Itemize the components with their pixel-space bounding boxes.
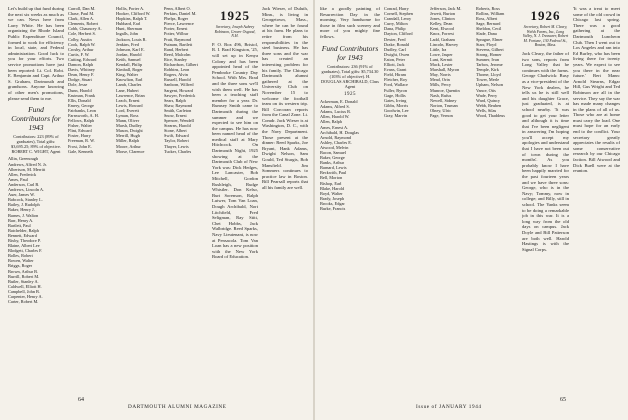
contributor-name: Mason, Dwight: [116, 128, 143, 134]
contributor-name: Gage, Hollis: [384, 92, 406, 98]
contributor-name: Taylor, Robert: [164, 138, 189, 144]
right-col-5: [522, 6, 569, 252]
contributor-name: Stone, Albert: [164, 128, 187, 134]
contributor-name: Robbins, Leon: [164, 67, 190, 73]
contributor-name: Blake, Harold: [320, 185, 345, 191]
right-page: [320, 6, 620, 410]
contributor-name: Brady, Joseph: [320, 195, 345, 201]
contributor-name: Newell, Sidney: [430, 97, 457, 103]
contributor-name: Arnold, Raymond: [320, 134, 352, 140]
contributor-name: Dwight, Owen: [384, 51, 410, 57]
contributor-name: Rogers, Alvin: [164, 72, 188, 78]
contributor-name: Crandall, Leroy: [384, 16, 412, 22]
contributor-name: Russell, Harold: [164, 77, 191, 83]
contributor-name: Frost, John E.: [68, 143, 92, 149]
contributor-name: Ford, Wallace: [384, 82, 408, 88]
right-col-3: [430, 6, 472, 118]
contributor-name: Dayton, Clifford: [384, 31, 413, 37]
contributor-name: Webb, Reuben: [476, 102, 502, 108]
contributor-name: Strong, Homer: [476, 51, 502, 57]
contributor-name: Lowe, Jasper: [430, 51, 453, 57]
contributor-name: Sargent, Howard: [164, 87, 194, 93]
contributor-name: Cole, Herbert S.: [68, 31, 96, 37]
contributor-name: Lyman, Ross: [116, 112, 139, 118]
contributor-name: King, Walter: [116, 72, 139, 78]
contributor-name: Goodwin, Lee: [384, 107, 409, 113]
left-col-1: [8, 6, 64, 304]
contributor-name: Banks, Arthur: [320, 160, 345, 166]
contributor-name: Sears, Ralph: [164, 97, 186, 103]
page-gutter: [313, 0, 315, 420]
right-page-number: 65: [560, 397, 566, 403]
contributor-name: Batchelder, Ralph: [8, 227, 39, 233]
contributor-name: Dodge, Stuart: [68, 77, 92, 83]
contributor-name: Clark, Allen A.: [68, 16, 95, 22]
contributor-name: Ackerman, E. Donald: [320, 99, 358, 105]
contributor-name: Smith, Carleton: [164, 107, 192, 113]
contributor-name: Bolles, Robert: [8, 253, 33, 259]
contributor-name: Ames, Paul: [8, 176, 28, 182]
contributor-name: Sawyer, Frederick: [164, 92, 196, 98]
contributor-name: Anderson, Carl B.: [8, 181, 40, 187]
contributor-name: Adams, Alfred S.: [320, 104, 350, 110]
contributor-name: Tower, Merle: [476, 77, 500, 83]
contributor-name: Bixby, Theodore P.: [8, 237, 41, 243]
right-col-4: [476, 6, 518, 118]
contributor-name: Bishop, Earl: [320, 180, 342, 186]
contributor-name: Brooks, Edgar: [320, 200, 345, 206]
contributor-name: Sprague, Elmer: [476, 36, 503, 42]
left-col2-names: [68, 6, 112, 154]
contributor-name: Swift, Edward: [164, 133, 189, 139]
contributor-name: Olney, Ulric: [430, 107, 452, 113]
contributor-name: Johnson, Karl E.: [116, 46, 145, 52]
contributor-name: Bacon, Samuel: [320, 149, 347, 155]
contributor-name: Sage, Bernard: [476, 21, 501, 27]
secretary-1926: Secretary, Robert M. Cleary, Welsh Farms, Inc., Long Valley, N. J. Treasurer, Robert M. Fortune, 130 Federal St., Boston, Mass.: [522, 25, 569, 48]
right-fund-sub: Contributors: 236 (91% of graduates), Total gifts: $5,734.30 (103% of objective). H. DOUGLAS ARCHIBALD, Class Agent: [321, 63, 379, 89]
contributor-name: Burrill, Robert M.: [8, 273, 40, 279]
contributor-name: Fuller, Byron: [384, 87, 407, 93]
left-col-2: [68, 6, 112, 154]
contributor-name: Burke, Francis: [320, 206, 346, 211]
contributor-name: Morse, Clarence: [116, 148, 145, 154]
contributor-name: Lunt, Kermit: [430, 56, 453, 62]
contributor-name: Putnam, Bartlett: [164, 41, 193, 47]
contributor-name: Dana, Philip: [384, 26, 406, 32]
contributor-name: Tucker, Charles: [164, 148, 192, 154]
contributor-name: Jefferson, Jack M.: [430, 6, 462, 11]
contributor-name: Elliott, Jack: [384, 62, 405, 68]
contributor-name: Merrill, Hugh: [116, 133, 140, 139]
contributor-name: Kendall, Philip: [116, 62, 143, 68]
contributor-name: Rice, Stanley: [164, 56, 187, 62]
contributor-name: Knox, Forrest: [430, 31, 454, 37]
left-col5-text: P. O. Box 496, Bristol, R. I. Brad Kingston, '25, will set up in Kenya Colony and has been appointed head of the Pembroke Country Day School. With Mrs. Brad and the three sons we'll wish them well. He has been a teaching staff member for a year. Dr. Rumsey Smith came to Dartmouth during the summer and we expected to see him on the campus. He has now been named head of the medical staff at Mary Hitchcock. On Dartmouth Night, 1925 showing at the Dartmouth Club of New York was: Dick Hedges, Lee Lancaster, Bob Mitchell, Gordon Rushleigh, Rudge Whistler. Don Kelso, Burt Sorenson, Ralph Lutwer, Tom Van Loan, Dough Archibald, Nort Litchfield, Fred Seligman, Ray Stitt, Chet Hobbs, Jack Walbridge. Reed Sparks, Navy Lieutenant, is now at Pensacola. Tom Van Loan has a new position with the New York Board of Education.: [212, 41, 258, 260]
contributor-name: Ross, Albert: [476, 16, 498, 22]
contributor-name: Barnard, Lewis: [320, 165, 347, 171]
contributor-name: Hubbard, Earl: [116, 21, 141, 27]
class-year-1925: 1925: [220, 8, 250, 23]
contributor-name: Boyd, Walter: [320, 190, 343, 196]
contributor-name: Gates, Irving: [384, 97, 407, 103]
left-fund-sub: Contributors: 223 (89% of graduates), Total gifts: $3,695.25; 89% of objective. ROBERT C. WIGHT, Agent: [11, 134, 61, 155]
contributor-name: Lamb, Charles: [116, 82, 142, 88]
contributor-name: Mead, Orin: [430, 77, 450, 83]
contributor-name: Foster, Harry: [68, 133, 91, 139]
contributor-name: Miller, Ralph: [116, 138, 139, 144]
contributor-name: Leach, Ernest: [116, 97, 140, 103]
contributor-name: Rand, Herbert: [164, 46, 189, 52]
contributor-name: Dean, Henry F.: [68, 72, 95, 78]
right-col1-names: [320, 99, 380, 211]
contributor-name: Cobb, Chauncey A.: [68, 26, 102, 32]
contributor-name: Pratt, Raymond: [164, 36, 191, 42]
left-fund-heading: Fund Contributors for 1943: [11, 105, 61, 133]
contributor-name: Babcock, Stanley L.: [8, 197, 43, 203]
contributor-name: Wade, Perry: [476, 92, 498, 98]
contributor-name: Thayer, Lewis: [164, 143, 189, 149]
contributor-name: Bartlett, Paul: [8, 222, 31, 228]
contributor-name: Little, Ira: [430, 46, 447, 52]
left-col4-names: [164, 6, 208, 154]
contributor-name: Gray, Marvin: [384, 112, 408, 118]
contributor-name: Wells, Silas: [476, 107, 497, 113]
contributor-name: Conrad, Harry: [384, 6, 409, 11]
contributor-name: Munroe, Quentin: [430, 87, 460, 93]
right-col-2: [384, 6, 426, 118]
contributor-name: Page, Vernon: [430, 112, 453, 118]
contributor-name: Archibald, H. Douglas: [320, 129, 359, 135]
contributor-name: Ladd, Graham: [430, 36, 455, 42]
contributor-name: Lord, Everett: [116, 107, 139, 113]
contributor-name: Fellows, Ralph: [68, 118, 95, 124]
contributor-name: Allen, Ralph: [320, 119, 342, 125]
left-col3-names: [116, 6, 160, 154]
contributor-name: Ward, Quincy: [476, 97, 500, 103]
contributor-name: Pierce, Lawrence: [164, 21, 194, 27]
right-footer: Issue of JANUARY 1944: [416, 404, 482, 410]
contributor-name: Baker, George: [320, 155, 345, 161]
right-intro-text: like a goodly painting of Resurrection Day in the morning. Very handsome for those in film such scenery and more of you mighty fine fellows.: [320, 6, 380, 39]
left-footer: DARTMOUTH ALUMNI MAGAZINE: [128, 404, 227, 410]
contributor-name: Gibbs, Morris: [384, 102, 409, 108]
contributor-name: Norton, Truman: [430, 102, 458, 108]
contributor-name: Richardson, Gilbert: [164, 62, 198, 68]
left-col6-text: Jack Wieser, of Duluth, Minn., is living in Georgetown, Mass., where he can be found at his farm. He plans to retire from his responsibilities in the steel business. He has three sons and the war has created an interesting problem for his family. The Chicago Dartmouth alumni gathered at the University Club on November 15 to welcome the football team on its western trip. Bill Corcoran reports from the Canal Zone. Lt. Comdr. Jack Wieser is at Washington, D. C., with the Navy Department. Those present at the dinner: Reed Sparks, Joe Bryant, Hank Adams, Dwight Nelson, Sam Gould, Ted Sturgis, Bob Mansfield. Jim Sommers continues to practice law in Boston. Bill Pearsall reports that all his family are well.: [262, 6, 308, 190]
contributor-name: Perkins, Daniel M.: [164, 11, 197, 17]
contributor-name: Fletcher, Roy: [384, 77, 408, 83]
contributor-name: Eastman, Frank: [68, 92, 95, 98]
contributor-name: Hooker, Clifford W.: [116, 11, 151, 17]
contributor-name: Dudley, Carl: [384, 46, 406, 52]
contributor-name: Cutting, Edward: [68, 56, 97, 62]
contributor-name: Allin, Greenough: [8, 156, 39, 162]
contributor-name: Cook, Ralph W.: [68, 41, 96, 47]
contributor-name: Penn, Albert O.: [164, 6, 191, 11]
contributor-name: Colby, Austin: [68, 36, 92, 42]
contributor-name: Evans, Grant: [384, 67, 407, 73]
contributor-name: Blodgett, Charles F.: [8, 248, 43, 254]
contributor-name: Fisher, Walter: [68, 123, 92, 129]
contributor-name: Stearns, Harold: [164, 123, 191, 129]
contributor-name: Briggs, Roger: [8, 263, 33, 269]
contributor-name: Ellis, Donald: [68, 97, 91, 103]
contributor-name: Reed, Malcolm: [164, 51, 191, 57]
contributor-name: Marshall, Myron: [430, 67, 460, 73]
contributor-name: Adams, Lucius R.: [320, 109, 352, 115]
contributor-name: Barr, Henry A.: [8, 217, 34, 223]
contributor-name: Sanborn, Wilfred: [164, 82, 194, 88]
contributor-name: Lewis, Howard: [116, 102, 143, 108]
contributor-name: Fairbanks, Leon: [68, 107, 96, 113]
contributor-name: Thorne, Lloyd: [476, 72, 501, 78]
contributor-name: Carter, Robert M.: [8, 299, 39, 305]
contributor-name: Roberts, Ross: [476, 6, 500, 11]
contributor-name: Bowen, Walter: [8, 258, 34, 264]
left-col-5: [212, 6, 258, 260]
right-col5-text: Jack Cleary, the father of two sons, reports from Long Valley that he continues with the farms. George Chadwick: Busy as a vice-president of the New York dealers, he tells us he is still well and his daughter Grace, just graduated, is at school nearby. 'It was good to get your letter and although it is time that I've been negligent in answering I'm hoping you'll accept my apologies and understand that I have not been out of town during the months'. As you probably know I have been happily married for the past fourteen years and we have three sons: George, who is in the Navy; Tommy, now in college; and Billy, still in school. The Yanks seem to be doing a remarkable job in this war. It is a long way from the old days on campus. Jack Doyle and Bill Patterson are both well. Harold Hastings is with the Signal Corps.: [522, 50, 569, 252]
contributor-name: Spencer, Wendell: [164, 118, 194, 124]
contributor-name: Snow, Ernest: [164, 112, 187, 118]
left-col-4: [164, 6, 208, 154]
left-col-3: [116, 6, 160, 154]
contributor-name: Campbell, John B.: [8, 288, 40, 294]
contributor-name: Allen, Frederick: [8, 171, 37, 177]
contributor-name: Bennett, Edward: [8, 232, 37, 238]
contributor-name: Lane, Hubert: [116, 87, 139, 93]
contributor-name: Jones, Clinton: [430, 16, 455, 22]
contributor-name: Curry, Milton: [384, 21, 408, 27]
contributor-name: Jewett, Burton: [430, 11, 456, 17]
contributor-name: Rollins, William: [476, 11, 505, 17]
contributor-name: Emery, George: [68, 102, 94, 108]
contributor-name: Flint, Edward: [68, 128, 92, 134]
right-col3-names: [430, 6, 472, 118]
contributor-name: Ames, Ernest A.: [320, 124, 349, 130]
contributor-name: Upham, Nelson: [476, 82, 503, 88]
contributor-name: May, Norris: [430, 72, 451, 78]
contributor-name: Sumner, Ivan: [476, 56, 499, 62]
contributor-name: Davis, Whitney: [68, 67, 95, 73]
contributor-name: Bailey, J. Rudolph: [8, 202, 40, 208]
contributor-name: Drake, Ronald: [384, 41, 410, 47]
contributor-name: Auer, James W.: [8, 192, 35, 198]
contributor-name: Allen, Harold W.: [320, 114, 350, 120]
contributor-name: Albertson, M. Merritt: [8, 166, 46, 172]
contributor-name: Moore, Arthur: [116, 143, 141, 149]
contributor-name: Field, Hiram: [384, 72, 406, 78]
contributor-name: Knowlton, Earl: [116, 77, 143, 83]
contributor-name: Slade, Dana: [476, 31, 497, 37]
left-col-6: [262, 6, 308, 191]
contributor-name: Phelps, Roger: [164, 16, 189, 22]
contributor-name: Ingalls, John: [116, 31, 138, 37]
contributor-name: Wood, Thaddeus: [476, 112, 505, 118]
contributor-name: Hollis, Porter A.: [116, 6, 145, 11]
contributor-name: Caldwell, Elliott H.: [8, 283, 42, 289]
contributor-name: Clements, Robert: [68, 21, 99, 27]
contributor-name: Dunn, Harold: [68, 87, 92, 93]
class-year-1926: 1926: [530, 8, 561, 23]
contributor-name: Jenkins, Fred: [116, 41, 139, 47]
contributor-name: Damon, Ralph: [68, 62, 94, 68]
contributor-name: Marsh, Dudley: [116, 123, 142, 129]
contributor-name: Freeman, R. W.: [68, 138, 95, 144]
contributor-name: Tarbox, Jerome: [476, 62, 503, 68]
contributor-name: Stevens, Gilbert: [476, 46, 504, 52]
contributor-name: Carroll, Dan M.: [68, 6, 96, 11]
contributor-name: Jackson, Louis R.: [116, 36, 147, 42]
contributor-name: Carpenter, Henry A.: [8, 294, 43, 299]
contributor-name: Vance, Otis: [476, 87, 496, 93]
contributor-name: Sheldon, Cecil: [476, 26, 502, 32]
contributor-name: Starr, Floyd: [476, 41, 497, 47]
contributor-name: Dexter, Fred: [384, 36, 406, 42]
contributor-name: Kimball, Roger: [116, 67, 143, 73]
contributor-name: Atwood, Melvin: [320, 144, 349, 150]
contributor-name: Hunt, Sherman: [116, 26, 143, 32]
contributor-name: Chase, Paul M.: [68, 11, 95, 17]
contributor-name: Mann, Oliver: [116, 118, 140, 124]
contributor-name: Beckwith, Paul: [320, 170, 347, 176]
contributor-name: Eaton, Peter: [384, 56, 405, 62]
right-col4-names: [476, 6, 518, 118]
contributor-name: Keith, Samuel: [116, 56, 141, 62]
contributor-name: Temple, Kirk: [476, 67, 499, 73]
contributor-name: Lincoln, Harvey: [430, 41, 459, 47]
right-col6-text: 'It was a treat to meet some of the old crowd in Chicago last spring. There was a good gathering at the Dartmouth Luncheon Club. Then I went out to Los Angeles and ran into Ed Burley, who has been living there for twenty years. We expect to see you there in the near future.' Bert Mann: Arnold Stearns, Edgar Hill, Gus Wright and Ted Robinson are all in the service. They say the war has made many changes in the plans of all of us. Those who are at home must carry the load. One must hope for an early end to the conflict. Your secretary greatly appreciates the results of some conservative research by our Chicago faction. Bill Atwood and Dick Buell were at the reunion.: [573, 6, 620, 174]
right-col2-names: [384, 6, 426, 118]
contributor-name: Crosby, Arthur: [68, 46, 94, 52]
contributor-name: Hopkins, Ralph T.: [116, 16, 148, 22]
right-fund-heading: Fund Contributors for 1943: [321, 43, 379, 62]
contributor-name: Potter, Wilbur: [164, 31, 189, 37]
contributor-name: Dole, Jesse: [68, 82, 88, 88]
right-col-1: [320, 6, 380, 211]
contributor-name: Mills, Percy: [430, 82, 452, 88]
contributor-name: Kent, Elwood: [430, 26, 454, 32]
contributor-name: Porter, Ernest: [164, 26, 188, 32]
contributor-name: Shaw, Raymond: [164, 102, 193, 108]
contributor-name: Farnsworth, A. H.: [68, 112, 99, 118]
left-col1-names: [8, 156, 64, 304]
contributor-name: Gale, Kenneth: [68, 148, 93, 154]
contributor-name: Curtis, F. W.: [68, 51, 90, 57]
contributor-name: Jordan, Harold: [116, 51, 142, 57]
left-page-number: 64: [78, 397, 84, 403]
contributor-name: Barnes, J. Walton: [8, 212, 39, 218]
contributor-name: Cornell, Stephen: [384, 11, 413, 17]
contributor-name: Mack, Lester: [430, 62, 453, 68]
contributor-name: Bell, Morton: [320, 175, 343, 181]
contributor-name: Ashley, Charles E.: [320, 139, 352, 145]
contributor-name: Andrews, Alfred N. Jr.: [8, 161, 47, 167]
contributor-name: Kelley, Dean: [430, 21, 453, 27]
contributor-name: Baker, Henry J.: [8, 207, 35, 213]
contributor-name: Lawrence, Brian: [116, 92, 145, 98]
right-year-heading: 1925: [344, 92, 356, 98]
secretary-1925: Secretary, Joseph Aubrey Robinson, Grover Osgood, N.H.: [214, 25, 256, 39]
right-col-6: [573, 6, 620, 174]
contributor-name: Butler, Stanley A.: [8, 278, 39, 284]
left-page: [8, 6, 308, 410]
left-intro-text: Let's build up that fund during the next six weeks as much as we can. News here from Larry White. He has been organizing the Rhode Island Public Expenditure Council, formed to work for efficiency in local, state, and Federal administration. Good luck to you for your efforts. Two service promotions have just been reported: Lt. Col. Robt. E. Benjamin and Capt. Arthur S. Graham, Dartmouth and grandsons. Anyone knowing of other men's promotions, please send them to me.: [8, 6, 64, 101]
contributor-name: Brown, Arthur B.: [8, 268, 39, 274]
contributor-name: Nash, Rufus: [430, 92, 452, 98]
contributor-name: Andrews, Lincoln A.: [8, 187, 45, 193]
contributor-name: Blaine, Albert Lee: [8, 243, 40, 249]
